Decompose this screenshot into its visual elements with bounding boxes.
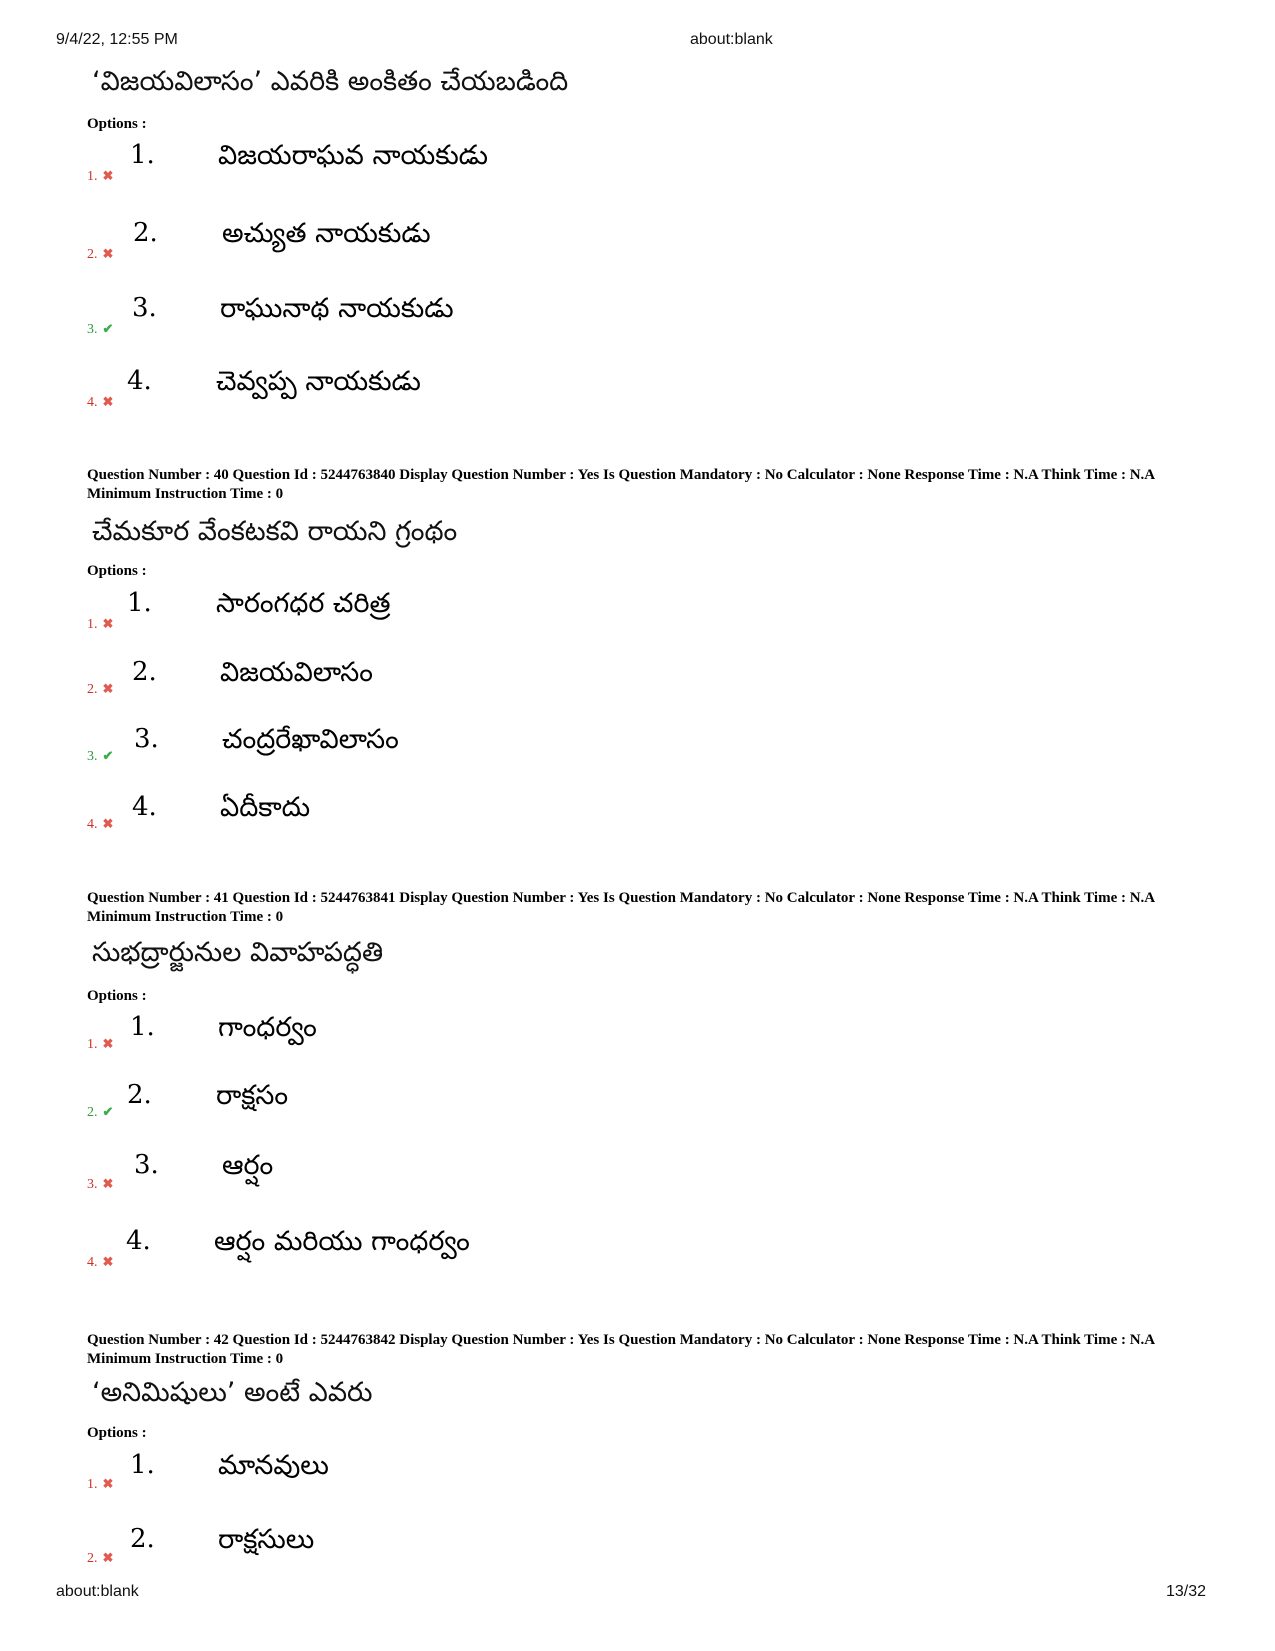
option-row	[0, 140, 700, 200]
option-row	[0, 293, 700, 353]
question-41-meta: Question Number : 41 Question Id : 5244763841 Display Question Number : Yes Is Question Mandatory : No Calculator : None Response Time : N.A Think Time : N.A Minimum Instruction Time : 0	[87, 890, 1155, 925]
cross-icon: ✖	[102, 246, 114, 261]
cross-icon: ✖	[102, 681, 114, 696]
option-text: రాక్షసం	[216, 1080, 289, 1111]
cross-icon: ✖	[102, 168, 114, 183]
option-marker: 2. ✖	[87, 1550, 114, 1566]
cross-icon: ✖	[102, 816, 114, 831]
option-number: 1.	[130, 140, 155, 170]
option-row	[0, 1450, 700, 1510]
option-row	[0, 366, 700, 426]
option-number: 3.	[134, 724, 159, 754]
option-marker: 3. ✔	[87, 748, 114, 764]
option-marker: 3. ✔	[87, 321, 114, 337]
option-text: విజయరాఘవ నాయకుడు	[218, 140, 488, 171]
option-text: ఆర్షం	[222, 1150, 274, 1181]
option-marker: 2. ✖	[87, 681, 114, 697]
option-row	[0, 218, 700, 278]
option-text: రాక్షసులు	[218, 1524, 315, 1555]
option-number: 1.	[130, 1450, 155, 1480]
option-row	[0, 657, 700, 717]
question-42-meta: Question Number : 42 Question Id : 5244763842 Display Question Number : Yes Is Question Mandatory : No Calculator : None Response Time : N.A Think Time : N.A Minimum Instruction Time : 0	[87, 1332, 1155, 1367]
option-marker: 2. ✔	[87, 1104, 114, 1120]
options-label: Options :	[87, 116, 147, 132]
option-number: 4.	[132, 792, 157, 822]
option-row	[0, 724, 700, 784]
option-text: ఆర్షం మరియు గాంధర్వం	[214, 1226, 470, 1257]
option-number: 3.	[132, 293, 157, 323]
options-label: Options :	[87, 988, 147, 1004]
question-39-text: ‘విజయవిలాసం’ ఎవరికి అంకితం చేయబడింది	[92, 66, 569, 97]
option-row	[0, 1150, 700, 1210]
option-text: చంద్రరేఖావిలాసం	[222, 724, 399, 755]
cross-icon: ✖	[102, 1476, 114, 1491]
option-text: అచ్యుత నాయకుడు	[222, 218, 431, 249]
option-number: 3.	[134, 1150, 159, 1180]
question-40-meta: Question Number : 40 Question Id : 5244763840 Display Question Number : Yes Is Question Mandatory : No Calculator : None Response Time : N.A Think Time : N.A Minimum Instruction Time : 0	[87, 467, 1155, 502]
option-marker: 1. ✖	[87, 1476, 114, 1492]
option-text: మానవులు	[218, 1450, 329, 1481]
page-number: 13/32	[1166, 1583, 1207, 1600]
print-header-url: about:blank	[690, 31, 773, 48]
question-40-text: చేమకూర వేంకటకవి రాయని గ్రంథం	[92, 516, 458, 547]
options-label: Options :	[87, 1425, 147, 1441]
option-marker: 4. ✖	[87, 394, 114, 410]
option-row	[0, 792, 700, 852]
option-marker: 2. ✖	[87, 246, 114, 262]
question-42-text: ‘అనిమిషులు’ అంటే ఎవరు	[92, 1377, 373, 1408]
option-text: ఏదీకాదు	[220, 792, 311, 823]
option-marker: 1. ✖	[87, 1036, 114, 1052]
option-row	[0, 1012, 700, 1072]
option-marker: 3. ✖	[87, 1176, 114, 1192]
cross-icon: ✖	[102, 1176, 114, 1191]
print-datetime: 9/4/22, 12:55 PM	[56, 31, 178, 48]
option-text: సారంగధర చరిత్ర	[216, 588, 391, 619]
check-icon: ✔	[102, 321, 114, 336]
option-number: 2.	[130, 1524, 155, 1554]
option-number: 1.	[127, 588, 152, 618]
option-text: గాంధర్వం	[218, 1012, 317, 1043]
option-text: చెవ్వప్ప నాయకుడు	[216, 366, 421, 397]
check-icon: ✔	[102, 1104, 114, 1119]
question-41-text: సుభద్రార్జునుల వివాహపద్ధతి	[92, 937, 384, 968]
print-footer-url: about:blank	[56, 1583, 139, 1600]
option-text: విజయవిలాసం	[220, 657, 373, 688]
option-number: 4.	[127, 366, 152, 396]
check-icon: ✔	[102, 748, 114, 763]
option-row	[0, 1524, 700, 1584]
option-number: 4.	[126, 1226, 151, 1256]
options-label: Options :	[87, 563, 147, 579]
option-number: 2.	[127, 1080, 152, 1110]
option-row	[0, 1226, 700, 1286]
cross-icon: ✖	[102, 1550, 114, 1565]
option-row	[0, 1080, 700, 1140]
cross-icon: ✖	[102, 394, 114, 409]
option-number: 1.	[130, 1012, 155, 1042]
option-number: 2.	[132, 657, 157, 687]
cross-icon: ✖	[102, 1036, 114, 1051]
option-marker: 4. ✖	[87, 816, 114, 832]
option-marker: 1. ✖	[87, 616, 114, 632]
cross-icon: ✖	[102, 616, 114, 631]
option-text: రాఘునాథ నాయకుడు	[220, 293, 454, 324]
option-number: 2.	[133, 218, 158, 248]
cross-icon: ✖	[102, 1254, 114, 1269]
option-marker: 4. ✖	[87, 1254, 114, 1270]
option-row	[0, 588, 700, 648]
option-marker: 1. ✖	[87, 168, 114, 184]
